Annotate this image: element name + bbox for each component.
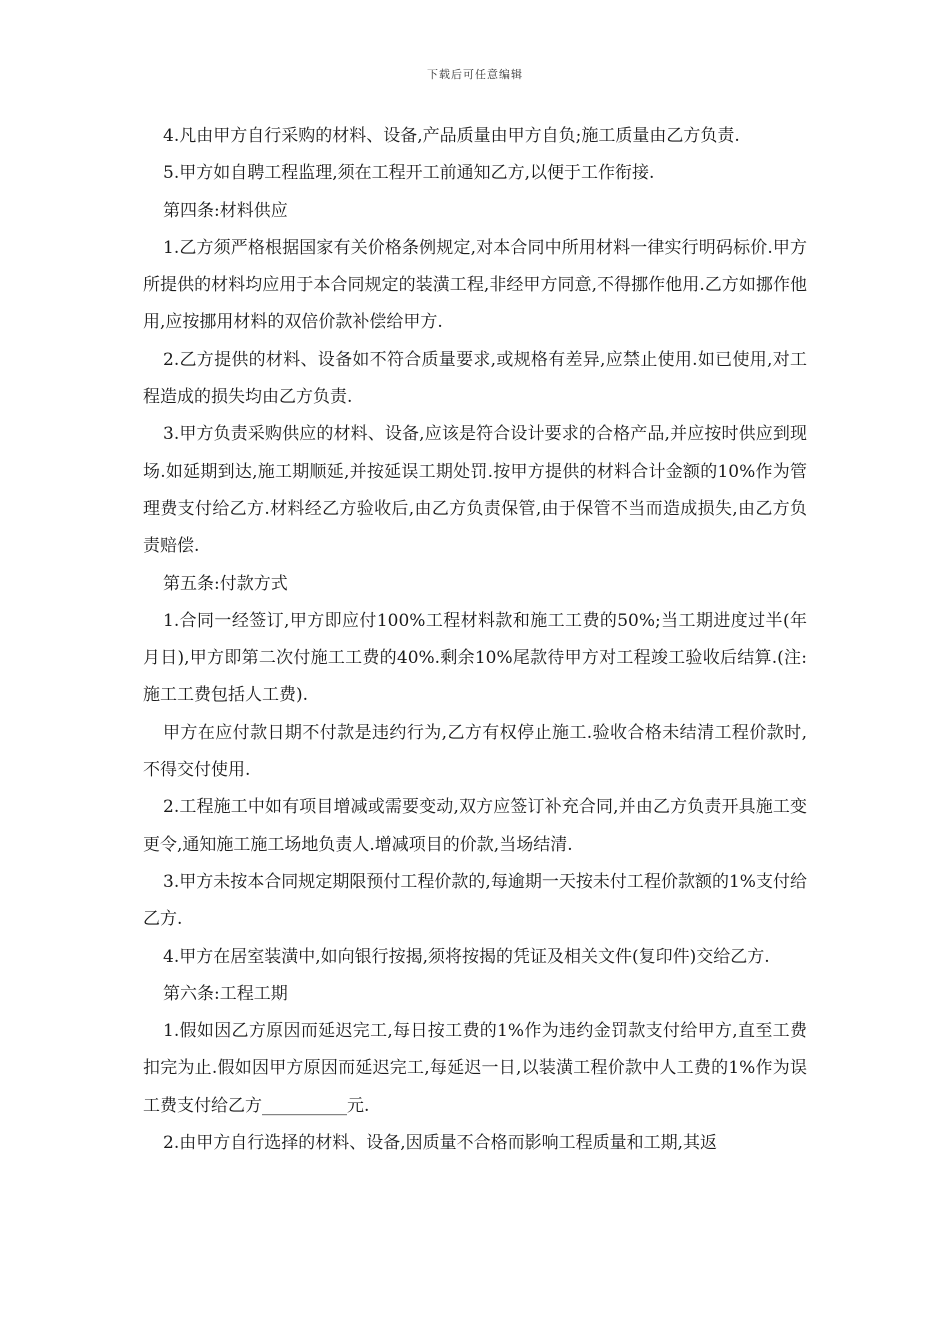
section-heading: 第五条:付款方式 [163,573,288,594]
paragraph: 4.甲方在居室装潢中,如向银行按揭,须将按揭的凭证及相关文件(复印件)交给乙方. [163,946,770,967]
paragraph: 甲方在应付款日期不付款是违约行为,乙方有权停止施工.验收合格未结清工程价款时,不得交付使用. [143,722,807,781]
paragraph: 2.由甲方自行选择的材料、设备,因质量不合格而影响工程质量和工期,其返 [163,1133,718,1154]
paragraph: 1.合同一经签订,甲方即应付100%工程材料款和施工工费的50%;当工期进度过半(年月日),甲方即第二次付施工工费的40%.剩余10%尾款待甲方对工程竣工验收后结算.(注:施工工费包括人工费). [143,610,807,706]
section-heading: 第六条:工程工期 [163,983,288,1004]
paragraph: 1.假如因乙方原因而延迟完工,每日按工费的1%作为违约金罚款支付给甲方,直至工费扣完为止.假如因甲方原因而延迟完工,每延迟一日,以装潢工程价款中人工费的1%作为误工费支付给乙方__________元. [143,1021,807,1116]
paragraph: 1.乙方须严格根据国家有关价格条例规定,对本合同中所用材料一律实行明码标价.甲方所提供的材料均应用于本合同规定的装潢工程,非经甲方同意,不得挪作他用.乙方如挪作他用,应按挪用材料的双倍价款补偿给甲方. [143,237,807,333]
paragraph: 2.乙方提供的材料、设备如不符合质量要求,或规格有差异,应禁止使用.如已使用,对工程造成的损失均由乙方负责. [143,349,807,408]
paragraph: 5.甲方如自聘工程监理,须在工程开工前通知乙方,以便于工作衔接. [163,163,655,184]
document-body [143,118,807,1162]
paragraph: 3.甲方未按本合同规定期限预付工程价款的,每逾期一天按未付工程价款额的1%支付给乙方. [143,871,807,930]
page-header: 下载后可任意编辑 [427,68,523,81]
paragraph: 3.甲方负责采购供应的材料、设备,应该是符合设计要求的合格产品,并应按时供应到现场.如延期到达,施工期顺延,并按延误工期处罚.按甲方提供的材料合计金额的10%作为管理费支付给乙方.材料经乙方验收后,由乙方负责保管,由于保管不当而造成损失,由乙方负责赔偿. [143,424,807,557]
section-heading: 第四条:材料供应 [163,200,288,221]
paragraph: 4.凡由甲方自行采购的材料、设备,产品质量由甲方自负;施工质量由乙方负责. [163,126,740,146]
paragraph: 2.工程施工中如有项目增减或需要变动,双方应签订补充合同,并由乙方负责开具施工变更令,通知施工施工场地负责人.增减项目的价款,当场结清. [143,797,807,855]
